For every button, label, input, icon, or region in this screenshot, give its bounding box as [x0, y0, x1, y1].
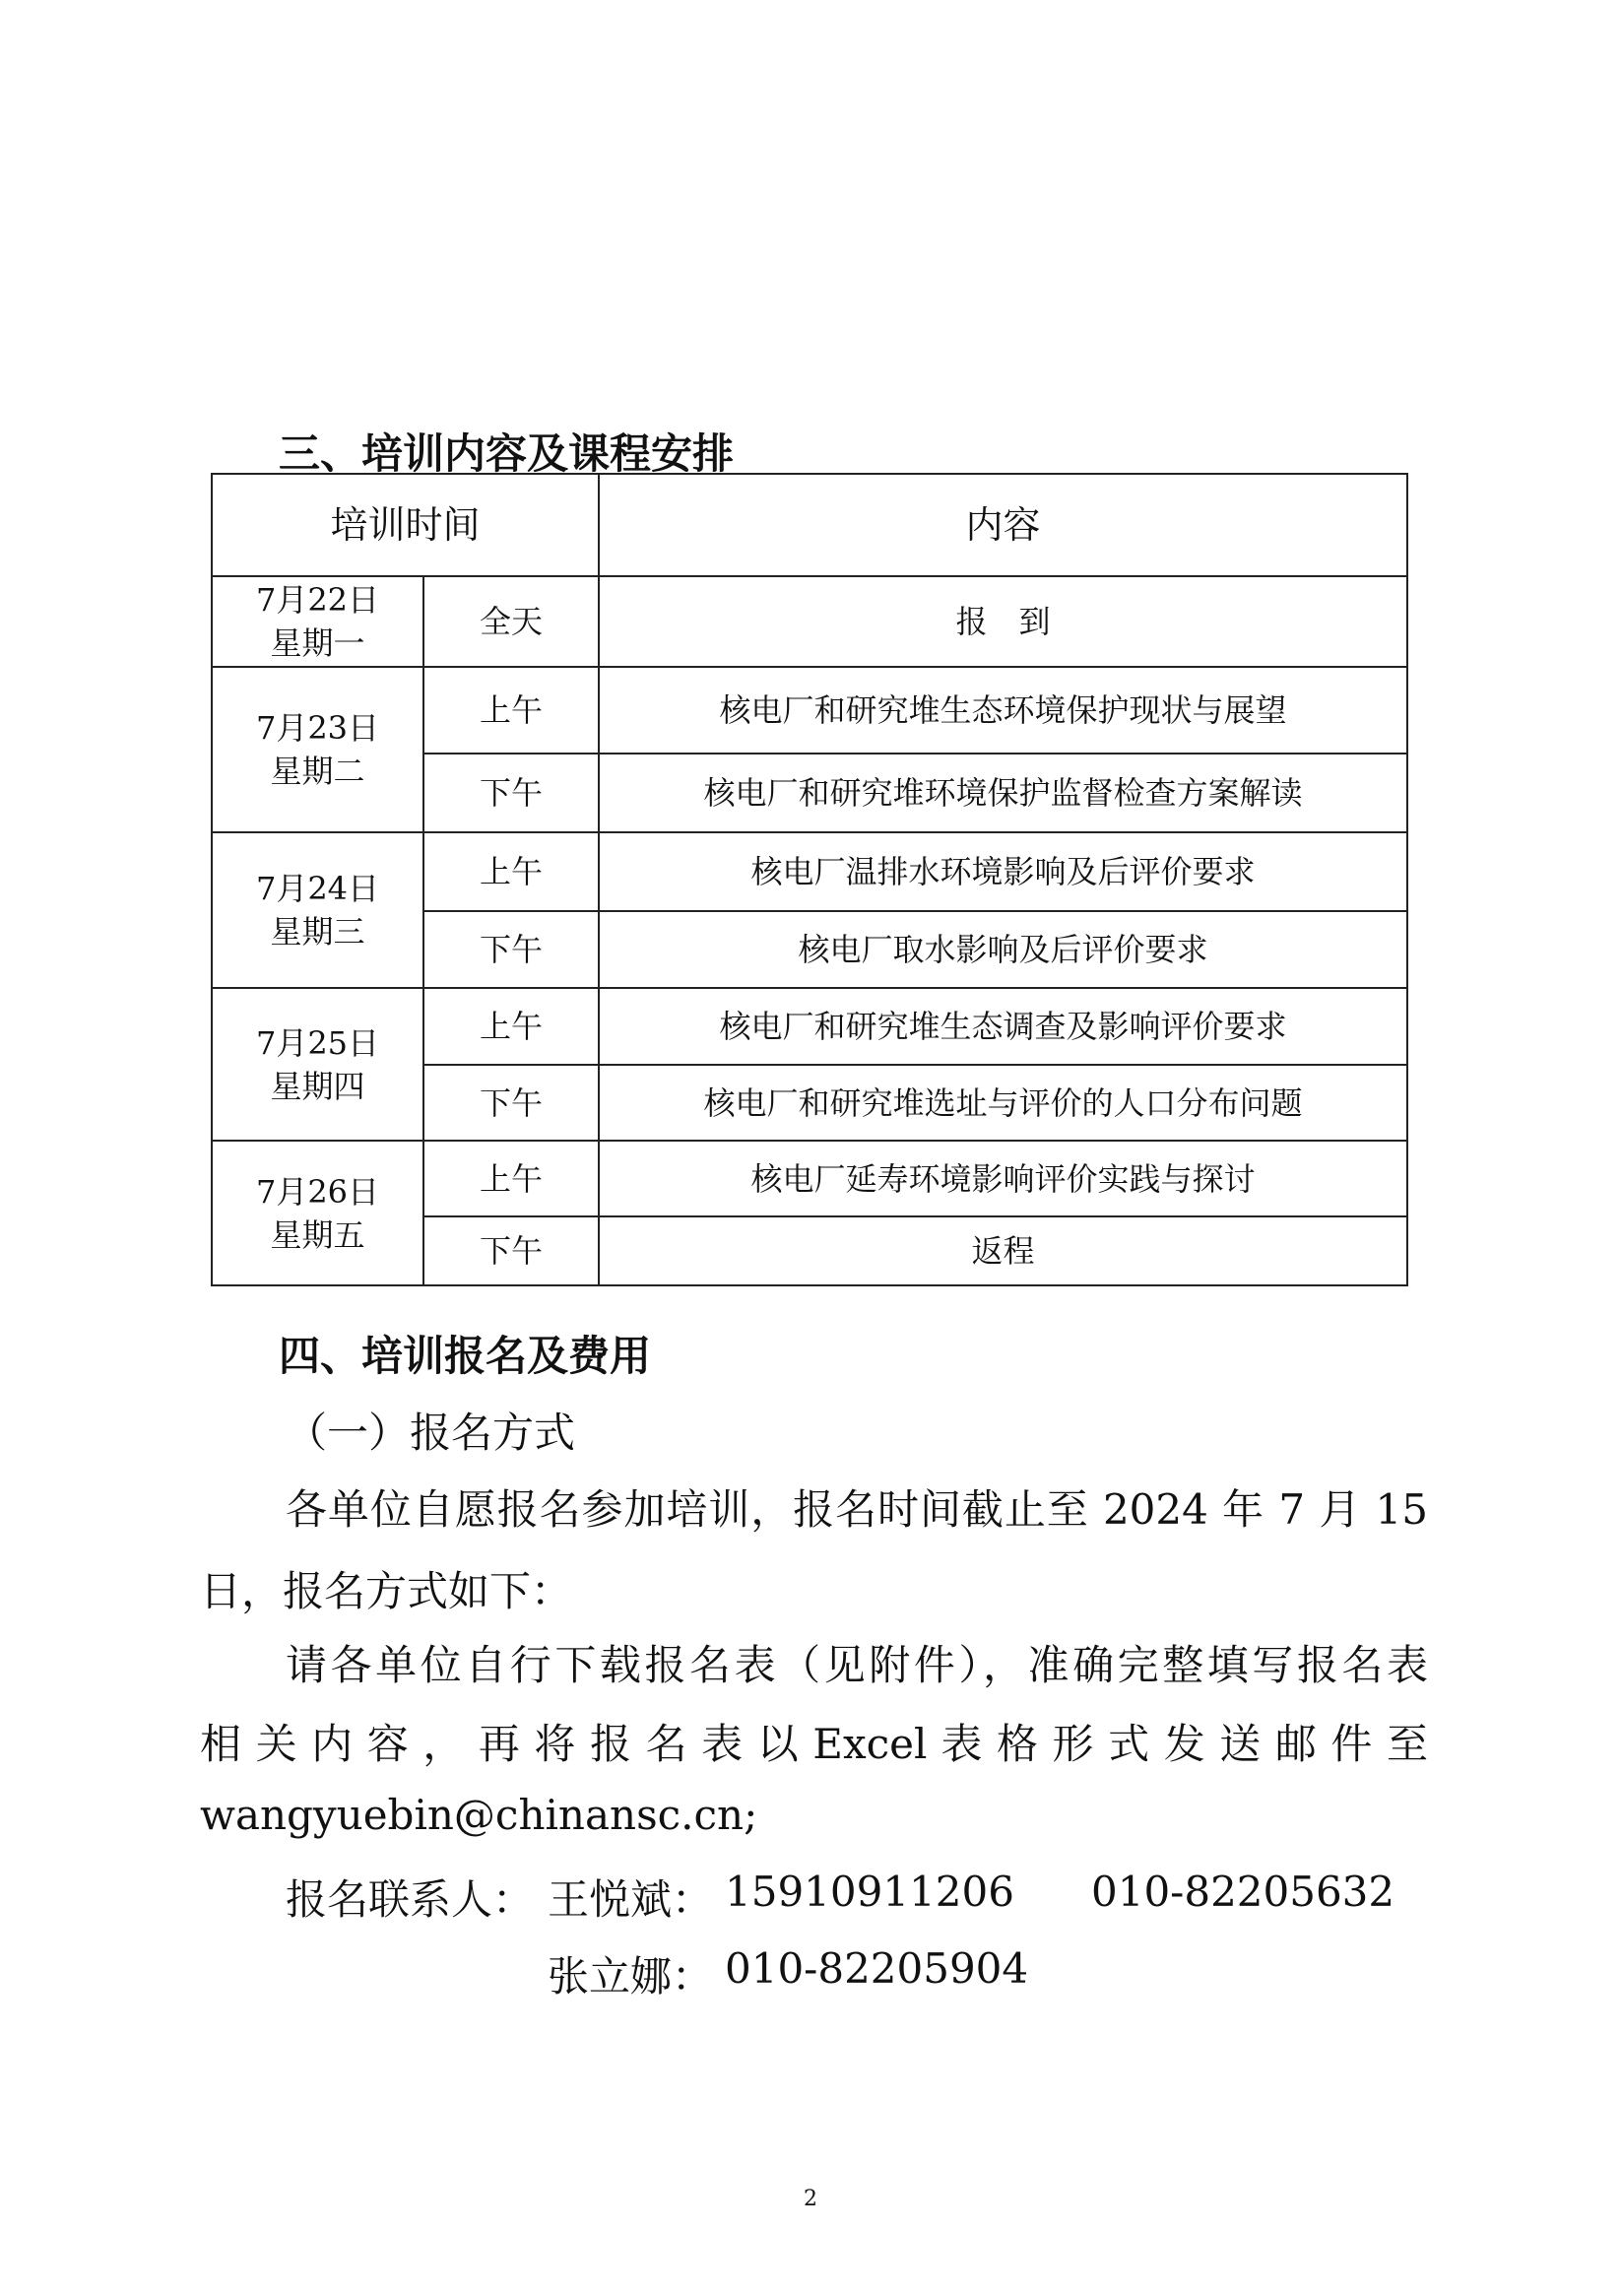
paragraph-2-line-2: 相 关 内 容 ， 再 将 报 名 表 以 Excel 表 格 形 式 发 送 邮 件 至: [200, 1720, 1428, 1768]
schedule-weekday: 星期三: [270, 913, 365, 951]
contact-1-name: 王悦斌：: [548, 1875, 714, 1924]
schedule-date-cell: [212, 988, 423, 1141]
schedule-date-cell: [212, 576, 423, 667]
schedule-table: [211, 473, 1408, 1286]
schedule-period: 下午: [423, 1216, 599, 1285]
schedule-content: 核电厂和研究堆生态调查及影响评价要求: [599, 988, 1407, 1065]
schedule-content: 核电厂和研究堆选址与评价的人口分布问题: [599, 1065, 1407, 1141]
schedule-content: 核电厂取水影响及后评价要求: [599, 911, 1407, 988]
schedule-date: 7月25日: [255, 1023, 380, 1062]
schedule-content: 报 到: [599, 576, 1407, 667]
schedule-date-cell: [212, 832, 423, 988]
schedule-row: [212, 576, 1407, 667]
registration-email: wangyuebin@chinansc.cn;: [200, 1791, 758, 1839]
schedule-date: 7月24日: [255, 870, 380, 907]
paragraph-1-line-2: 日，报名方式如下：: [200, 1567, 573, 1615]
schedule-date: 7月26日: [255, 1172, 380, 1211]
schedule-content: 核电厂温排水环境影响及后评价要求: [599, 832, 1407, 911]
section-4-heading: 四、培训报名及费用: [279, 1332, 652, 1380]
contact-1-mobile: 15910911206: [725, 1868, 1014, 1916]
schedule-period: 上午: [423, 988, 599, 1065]
schedule-date-cell: [212, 667, 423, 832]
schedule-content: 核电厂延寿环境影响评价实践与探讨: [599, 1141, 1407, 1216]
schedule-period: 上午: [423, 832, 599, 911]
subsection-registration-method: （一）报名方式: [286, 1409, 576, 1457]
section-3-heading: 三、培训内容及课程安排: [279, 429, 735, 478]
schedule-weekday: 星期一: [270, 624, 365, 662]
schedule-date: 7月22日: [255, 581, 380, 619]
contact-2-phone: 010-82205904: [725, 1944, 1029, 1993]
paragraph-1-line-1: 各单位自愿报名参加培训，报名时间截止至 2024 年 7 月 15: [286, 1485, 1428, 1534]
page-number: 2: [804, 2187, 817, 2211]
schedule-date: 7月23日: [255, 709, 380, 747]
contact-1-phone: 010-82205632: [1091, 1868, 1395, 1916]
schedule-row: [212, 832, 1407, 911]
schedule-period: 下午: [423, 911, 599, 988]
schedule-weekday: 星期二: [270, 753, 365, 790]
paragraph-2-line-1: 请各单位自行下载报名表（见附件），准确完整填写报名表: [286, 1641, 1428, 1689]
schedule-weekday: 星期五: [270, 1215, 365, 1254]
header-content: 内容: [599, 474, 1407, 576]
schedule-content: 核电厂和研究堆环境保护监督检查方案解读: [599, 754, 1407, 832]
schedule-period: 上午: [423, 1141, 599, 1216]
contact-label: 报名联系人：: [286, 1875, 535, 1924]
schedule-row: [212, 1141, 1407, 1216]
schedule-period: 下午: [423, 1065, 599, 1141]
schedule-period: 下午: [423, 754, 599, 832]
schedule-period: 全天: [423, 576, 599, 667]
schedule-row: [212, 667, 1407, 754]
schedule-row: [212, 988, 1407, 1065]
schedule-weekday: 星期四: [270, 1067, 365, 1105]
schedule-date-cell: [212, 1141, 423, 1285]
schedule-content: 核电厂和研究堆生态环境保护现状与展望: [599, 667, 1407, 754]
contact-2-name: 张立娜：: [548, 1952, 714, 2001]
schedule-period: 上午: [423, 667, 599, 754]
schedule-content: 返程: [599, 1216, 1407, 1285]
header-training-time: 培训时间: [212, 474, 599, 576]
